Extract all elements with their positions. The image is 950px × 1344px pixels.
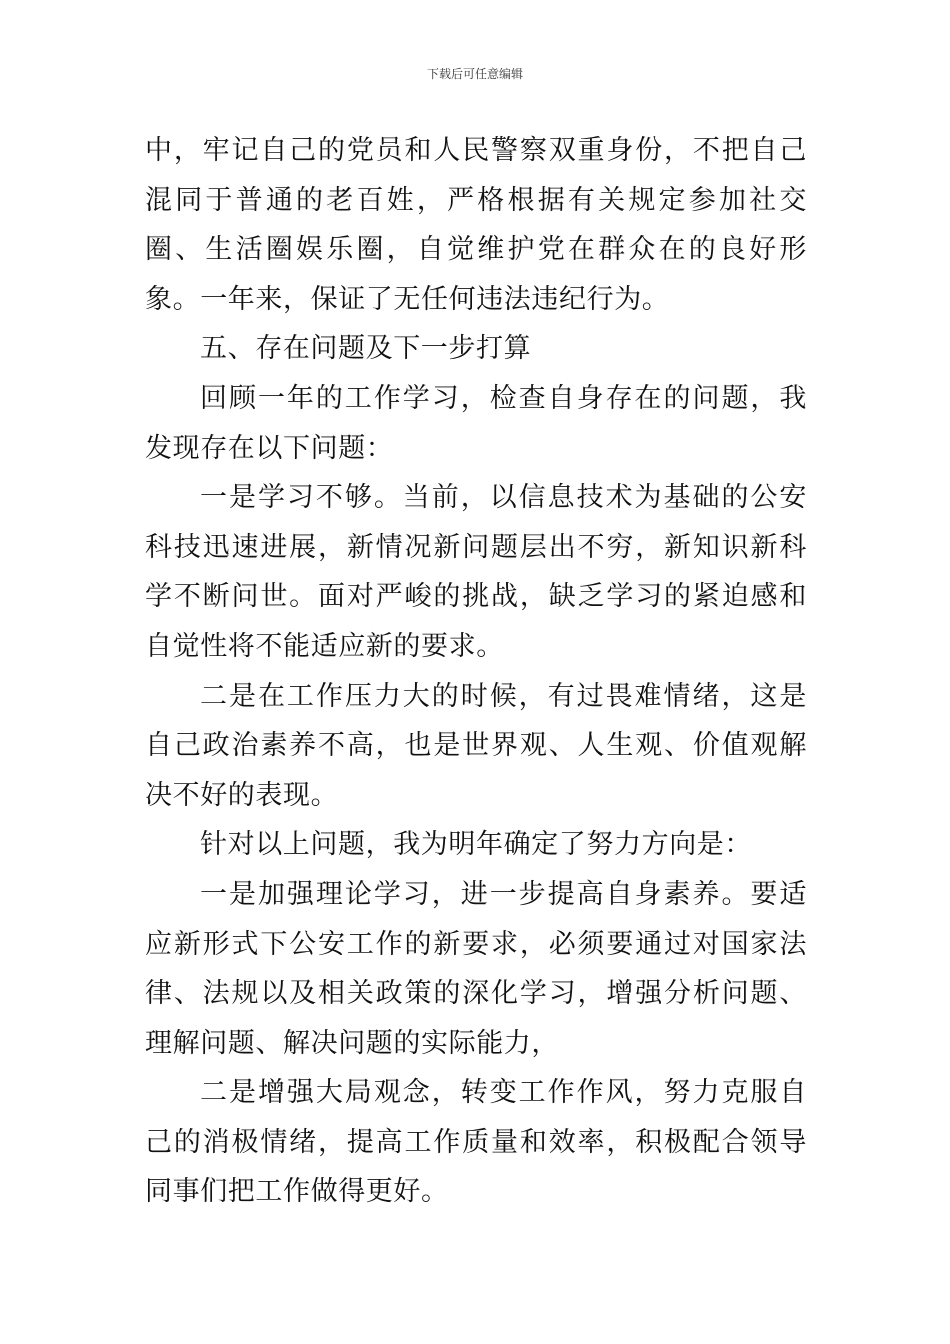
paragraph-review: 回顾一年的工作学习，检查自身存在的问题，我发现存在以下问题：	[145, 382, 807, 464]
paragraph-continuation: 中，牢记自己的党员和人民警察双重身份，不把自己混同于普通的老百姓，严格根据有关规定参加社交圈、生活圈娱乐圈，自觉维护党在群众在的良好形象。一年来，保证了无任何违法违纪行为。	[145, 135, 807, 315]
document-body	[145, 126, 807, 1217]
paragraph-direction-one: 一是加强理论学习，进一步提高自身素养。要适应新形式下公安工作的新要求，必须要通过对国家法律、法规以及相关政策的深化学习，增强分析问题、理解问题、解决问题的实际能力，	[145, 878, 807, 1059]
section-heading-problems-and-plans: 五、存在问题及下一步打算	[200, 333, 532, 365]
paragraph-direction-two: 二是增强大局观念，转变工作作风，努力克服自己的消极情绪，提高工作质量和效率，积极配合领导同事们把工作做得更好。	[145, 1077, 807, 1208]
paragraph-direction-intro: 针对以上问题，我为明年确定了努力方向是：	[200, 829, 752, 861]
page-header: 下载后可任意编辑	[426, 67, 523, 81]
paragraph-problem-one: 一是学习不够。当前，以信息技术为基础的公安科技迅速进展，新情况新问题层出不穷，新知识新科学不断问世。面对严峻的挑战，缺乏学习的紧迫感和自觉性将不能适应新的要求。	[145, 482, 807, 662]
paragraph-problem-two: 二是在工作压力大的时候，有过畏难情绪，这是自己政治素养不高，也是世界观、人生观、价值观解决不好的表现。	[145, 680, 807, 811]
